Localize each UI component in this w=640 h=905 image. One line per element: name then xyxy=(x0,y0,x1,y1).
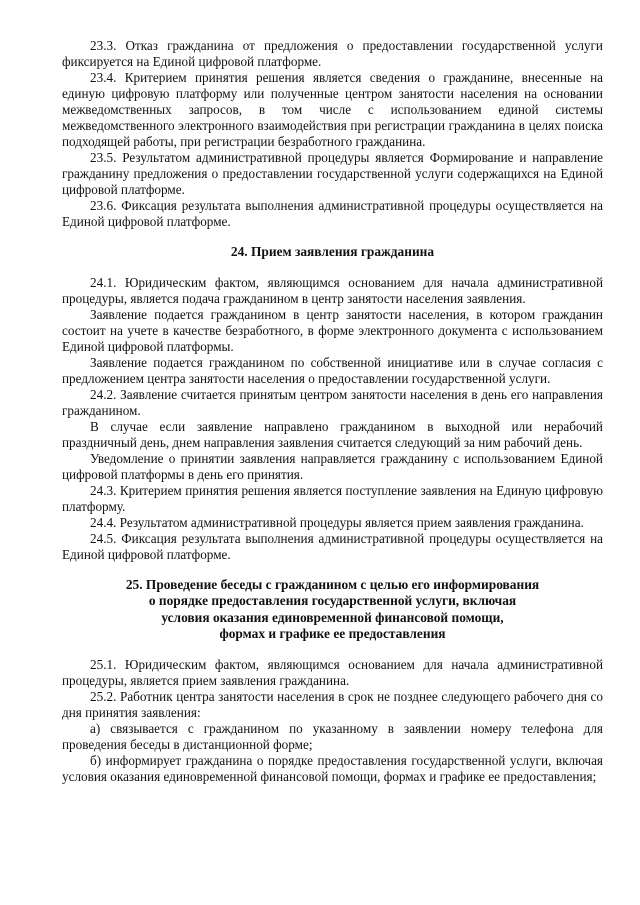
paragraph-24-2-a: В случае если заявление направлено гражданином в выходной или нерабочий праздничный день, днем направления заявления считается следующий за ним рабочий день. xyxy=(62,418,603,450)
document-body xyxy=(62,38,603,785)
paragraph-24-4: 24.4. Результатом административной процедуры является прием заявления гражданина. xyxy=(90,514,584,530)
paragraph-24-3: 24.3. Критерием принятия решения является поступление заявления на Единую цифровую платформу. xyxy=(62,482,603,514)
paragraph-24-2: 24.2. Заявление считается принятым центром занятости населения в день его направления гражданином. xyxy=(62,386,603,418)
paragraph-24-1: 24.1. Юридическим фактом, являющимся основанием для начала административной процедуры, является подача гражданином в центр занятости населения заявления. xyxy=(62,274,603,306)
paragraph-24-5: 24.5. Фиксация результата выполнения административной процедуры осуществляется на Единой цифровой платформе. xyxy=(62,530,603,562)
paragraph-25-2: 25.2. Работник центра занятости населения в срок не позднее следующего рабочего дня со дня принятия заявления: xyxy=(62,688,603,720)
paragraph-24-2-b: Уведомление о принятии заявления направляется гражданину с использованием Единой цифровой платформы в день его принятия. xyxy=(62,450,603,482)
paragraph-23-6: 23.6. Фиксация результата выполнения административной процедуры осуществляется на Единой цифровой платформе. xyxy=(62,198,603,229)
paragraph-25-2-a: а) связывается с гражданином по указанному в заявлении номеру телефона для проведения беседы в дистанционной форме; xyxy=(62,720,603,752)
section-25-heading-line-2: о порядке предоставления государственной услуги, включая xyxy=(148,593,517,608)
paragraph-25-2-b: б) информирует гражданина о порядке предоставления государственной услуги, включая условия оказания единовременной финансовой помощи, формах и графике ее предоставления; xyxy=(62,752,603,784)
section-25-heading-line-4: формах и графике ее предоставления xyxy=(219,626,446,641)
section-25-heading-line-1: 25. Проведение беседы с гражданином с целью его информирования xyxy=(125,576,540,592)
paragraph-24-1-a: Заявление подается гражданином в центр занятости населения, в котором гражданин состоит на учете в качестве безработного, в форме электронного документа с использованием Единой цифровой платформы. xyxy=(62,306,603,354)
paragraph-23-3: 23.3. Отказ гражданина от предложения о предоставлении государственной услуги фиксируется на Единой цифровой платформе. xyxy=(62,38,603,69)
paragraph-25-1: 25.1. Юридическим фактом, являющимся основанием для начала административной процедуры, является прием заявления гражданина. xyxy=(62,656,603,688)
section-24-heading: 24. Прием заявления гражданина xyxy=(230,244,435,259)
paragraph-24-1-b: Заявление подается гражданином по собственной инициативе или в случае согласия с предложением центра занятости населения о предоставлении государственной услуги. xyxy=(62,354,603,386)
paragraph-23-5: 23.5. Результатом административной процедуры является Формирование и направление гражданину предложения о предоставлении государственной услуги содержащихся на Единой цифровой платформе. xyxy=(62,150,603,197)
section-25-heading-line-3: условия оказания единовременной финансовой помощи, xyxy=(161,609,504,625)
paragraph-23-4: 23.4. Критерием принятия решения является сведения о гражданине, внесенные на единую цифровую платформу или полученные центром занятости населения на основании межведомственных запросов, в том числе с использованием единой системы межведомственного электронного взаимодействия при регистрации гражданина в целях поиска подходящей работы, при регистрации безработного гражданина. xyxy=(62,70,603,149)
